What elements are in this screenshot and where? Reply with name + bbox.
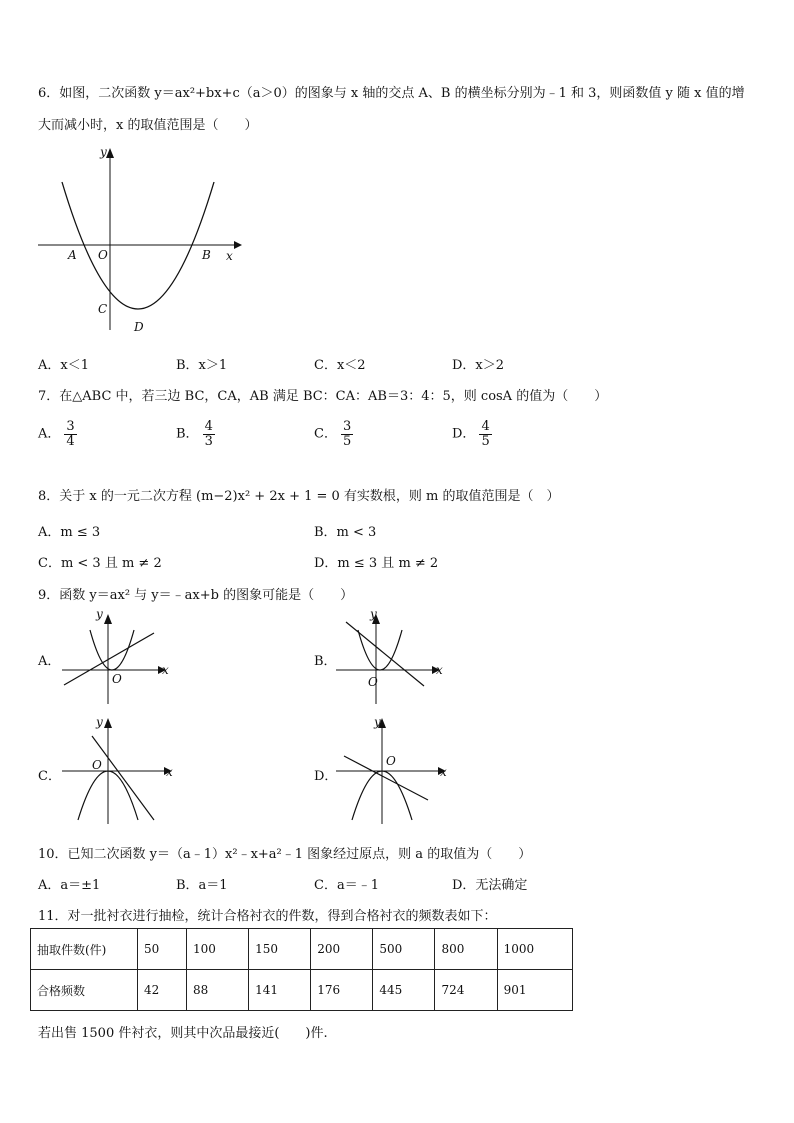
q7-text: 7．在△ABC 中，若三边 BC，CA，AB 满足 BC：CA：AB＝3：4：5，则 cosA 的值为（ ） xyxy=(38,389,608,404)
q8-option-d: D．m ≤ 3 且 m ≠ 2 xyxy=(314,556,439,571)
q8-option-b: B．m < 3 xyxy=(314,525,377,540)
q10-option-b: B．a＝1 xyxy=(176,878,228,893)
table-cell: 50 xyxy=(138,929,187,970)
q7-option-b-num: 4 xyxy=(204,419,213,434)
q6-option-d: D．x＞2 xyxy=(452,358,505,373)
q8-option-c: C．m < 3 且 m ≠ 2 xyxy=(38,556,162,571)
q8-text: 8．关于 x 的一元二次方程 (m−2)x² + 2x + 1 = 0 有实数根，则 m 的取值范围是（ ） xyxy=(38,489,560,504)
q6-parabola-graph xyxy=(30,140,250,340)
q9-graph-c xyxy=(60,716,180,826)
q9-graph-d xyxy=(334,716,454,826)
table-cell: 150 xyxy=(249,929,311,970)
q7-option-a-fraction xyxy=(64,420,76,448)
q9-option-d-label: D． xyxy=(314,769,338,784)
table-cell: 88 xyxy=(186,970,248,1011)
q11-footer-text: 若出售 1500 件衬衣，则其中次品最接近( )件. xyxy=(38,1026,328,1041)
q7-option-c-fraction xyxy=(341,420,353,448)
q9-c-x-label: x xyxy=(166,765,173,779)
q8-option-a: A．m ≤ 3 xyxy=(38,525,101,540)
q6-x-label: x xyxy=(226,249,233,263)
q9-graph-a xyxy=(60,608,180,708)
table-cell: 176 xyxy=(311,970,373,1011)
table-row xyxy=(31,970,573,1011)
q6-y-label: y xyxy=(100,145,107,159)
q9-d-x-label: x xyxy=(440,765,447,779)
q9-c-y-label: y xyxy=(96,715,103,729)
q9-b-y-label: y xyxy=(370,607,377,621)
q7-option-d xyxy=(452,420,492,448)
q6-option-c: C．x＜2 xyxy=(314,358,366,373)
q7-option-c-label: C． xyxy=(314,426,337,442)
table-cell: 500 xyxy=(373,929,435,970)
q10-option-c: C．a＝﹣1 xyxy=(314,878,379,893)
table-cell: 901 xyxy=(497,970,572,1011)
q6-text-line1: 6．如图，二次函数 y＝ax²+bx+c（a＞0）的图象与 x 轴的交点 A、B 的横坐标分别为﹣1 和 3，则函数值 y 随 x 值的增 xyxy=(38,86,745,101)
q9-a-origin-label: O xyxy=(112,672,122,686)
q7-option-a xyxy=(38,420,77,448)
q9-graph-b xyxy=(334,608,454,708)
q6-point-b-label: B xyxy=(202,248,211,262)
q6-text-line2: 大而减小时，x 的取值范围是（ ） xyxy=(38,118,258,133)
q10-text: 10．已知二次函数 y＝（a﹣1）x²﹣x+a²﹣1 图象经过原点，则 a 的取值为（ ） xyxy=(38,847,532,862)
table-row xyxy=(31,929,573,970)
table-cell: 800 xyxy=(435,929,497,970)
q9-c-origin-label: O xyxy=(92,758,102,772)
q7-option-a-den: 4 xyxy=(66,433,75,449)
q9-option-c-label: C． xyxy=(38,769,61,784)
q10-option-d: D．无法确定 xyxy=(452,878,528,893)
q6-point-d-label: D xyxy=(134,320,144,334)
q7-option-b-fraction xyxy=(203,420,215,448)
q9-text: 9．函数 y＝ax² 与 y＝﹣ax+b 的图象可能是（ ） xyxy=(38,588,354,603)
q7-option-d-label: D． xyxy=(452,426,476,442)
table-cell: 724 xyxy=(435,970,497,1011)
table-cell: 141 xyxy=(249,970,311,1011)
q7-option-d-num: 4 xyxy=(481,419,490,434)
table-cell: 1000 xyxy=(497,929,572,970)
q11-frequency-table xyxy=(30,928,573,1011)
table-cell: 抽取件数(件) xyxy=(31,929,138,970)
table-cell: 100 xyxy=(186,929,248,970)
q7-option-b xyxy=(176,420,215,448)
q7-option-c xyxy=(314,420,353,448)
q6-point-c-label: C xyxy=(98,302,108,316)
q6-option-a: A．x＜1 xyxy=(38,358,89,373)
table-cell: 200 xyxy=(311,929,373,970)
q9-b-x-label: x xyxy=(436,663,443,677)
q9-a-y-label: y xyxy=(96,607,103,621)
q9-option-a-label: A． xyxy=(38,654,61,669)
q6-origin-label: O xyxy=(98,248,108,262)
q9-option-b-label: B． xyxy=(314,654,337,669)
q7-option-c-den: 5 xyxy=(342,433,352,449)
q7-option-d-den: 5 xyxy=(481,433,490,449)
q11-text: 11．对一批衬衣进行抽检，统计合格衬衣的件数，得到合格衬衣的频数表如下： xyxy=(38,909,497,924)
table-cell: 42 xyxy=(138,970,187,1011)
q7-option-b-den: 3 xyxy=(204,433,213,449)
q10-option-a: A．a＝±1 xyxy=(38,878,101,893)
q9-d-origin-label: O xyxy=(386,754,396,768)
q9-b-origin-label: O xyxy=(368,675,378,689)
q7-option-b-label: B． xyxy=(176,426,199,442)
q7-option-a-num: 3 xyxy=(66,419,75,434)
q6-option-b: B．x＞1 xyxy=(176,358,228,373)
q7-option-c-num: 3 xyxy=(342,419,352,434)
q6-point-a-label: A xyxy=(68,248,77,262)
table-cell: 合格频数 xyxy=(31,970,138,1011)
table-cell: 445 xyxy=(373,970,435,1011)
q7-option-d-fraction xyxy=(479,420,491,448)
q9-d-y-label: y xyxy=(374,715,381,729)
q7-option-a-label: A． xyxy=(38,426,61,442)
q9-a-x-label: x xyxy=(162,663,169,677)
